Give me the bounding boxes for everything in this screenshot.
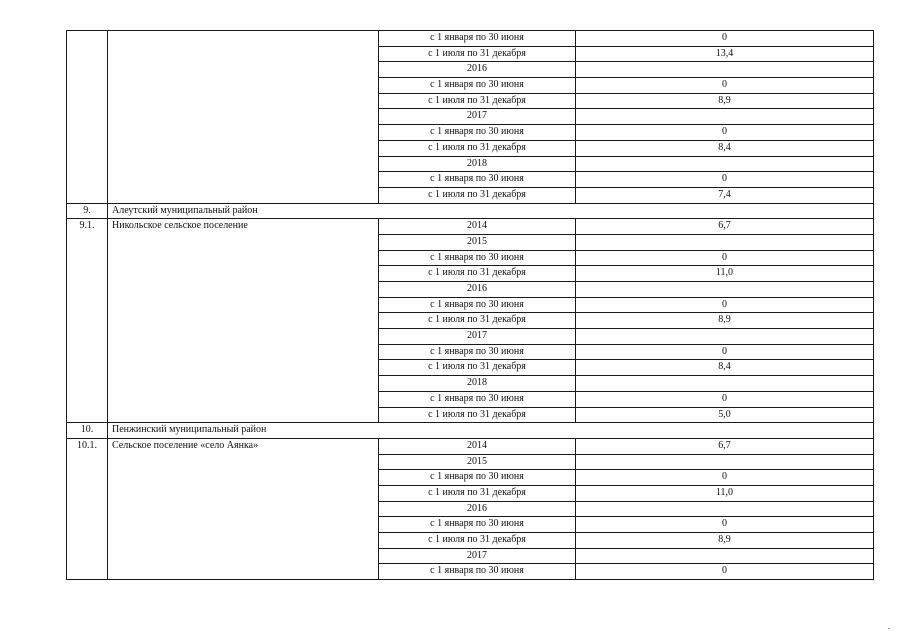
tariff-table	[66, 30, 874, 580]
settlement-number: 9.1.	[67, 219, 108, 423]
period-cell: с 1 января по 30 июня	[379, 31, 576, 47]
period-cell: с 1 января по 30 июня	[379, 344, 576, 360]
period-cell: с 1 января по 30 июня	[379, 564, 576, 580]
value-cell: 8,9	[576, 93, 874, 109]
district-row	[67, 423, 874, 439]
table-row	[67, 31, 874, 47]
value-cell: 0	[576, 297, 874, 313]
period-cell: с 1 июля по 31 декабря	[379, 140, 576, 156]
tariff-table-body	[67, 31, 874, 580]
value-cell: 8,9	[576, 313, 874, 329]
settlement-name: Никольское сельское поселение	[108, 219, 379, 423]
value-cell: 6,7	[576, 219, 874, 235]
period-cell: с 1 июля по 31 декабря	[379, 360, 576, 376]
district-name: Алеутский муниципальный район	[108, 203, 874, 219]
value-cell	[576, 109, 874, 125]
period-cell: с 1 июля по 31 декабря	[379, 407, 576, 423]
value-cell	[576, 548, 874, 564]
value-cell	[576, 282, 874, 298]
period-cell: 2015	[379, 454, 576, 470]
value-cell: 6,7	[576, 438, 874, 454]
value-cell	[576, 234, 874, 250]
value-cell: 0	[576, 250, 874, 266]
period-cell: с 1 июля по 31 декабря	[379, 485, 576, 501]
period-cell: с 1 января по 30 июня	[379, 125, 576, 141]
value-cell	[576, 376, 874, 392]
period-cell: 2017	[379, 329, 576, 345]
period-cell: с 1 января по 30 июня	[379, 250, 576, 266]
period-cell: с 1 июля по 31 декабря	[379, 187, 576, 203]
value-cell: 8,9	[576, 533, 874, 549]
value-cell: 0	[576, 78, 874, 94]
period-cell: с 1 июля по 31 декабря	[379, 266, 576, 282]
period-cell: 2017	[379, 548, 576, 564]
period-cell: с 1 января по 30 июня	[379, 391, 576, 407]
table-row	[67, 438, 874, 454]
value-cell: 0	[576, 344, 874, 360]
value-cell: 0	[576, 391, 874, 407]
district-number: 10.	[67, 423, 108, 439]
period-cell: 2014	[379, 438, 576, 454]
value-cell: 13,4	[576, 46, 874, 62]
period-cell: с 1 января по 30 июня	[379, 470, 576, 486]
value-cell	[576, 62, 874, 78]
value-cell: 8,4	[576, 140, 874, 156]
value-cell: 0	[576, 517, 874, 533]
value-cell: 0	[576, 470, 874, 486]
period-cell: с 1 января по 30 июня	[379, 78, 576, 94]
period-cell: 2015	[379, 234, 576, 250]
period-cell: с 1 июля по 31 декабря	[379, 46, 576, 62]
value-cell	[576, 329, 874, 345]
district-number: 9.	[67, 203, 108, 219]
district-name: Пенжинский муниципальный район	[108, 423, 874, 439]
value-cell: 0	[576, 564, 874, 580]
value-cell: 8,4	[576, 360, 874, 376]
value-cell: 0	[576, 31, 874, 47]
value-cell: 7,4	[576, 187, 874, 203]
period-cell: с 1 января по 30 июня	[379, 172, 576, 188]
period-cell: с 1 июля по 31 декабря	[379, 313, 576, 329]
value-cell: 0	[576, 125, 874, 141]
period-cell: 2017	[379, 109, 576, 125]
period-cell: 2016	[379, 282, 576, 298]
settlement-number: 10.1.	[67, 438, 108, 579]
table-row	[67, 219, 874, 235]
value-cell: 5,0	[576, 407, 874, 423]
value-cell: 11,0	[576, 266, 874, 282]
scan-speck	[888, 628, 890, 629]
period-cell: с 1 января по 30 июня	[379, 517, 576, 533]
period-cell: 2018	[379, 156, 576, 172]
period-cell: 2014	[379, 219, 576, 235]
value-cell	[576, 156, 874, 172]
row-number-cell	[67, 31, 108, 204]
settlement-name: Сельское поселение «село Аянка»	[108, 438, 379, 579]
value-cell	[576, 501, 874, 517]
period-cell: 2018	[379, 376, 576, 392]
value-cell: 0	[576, 172, 874, 188]
period-cell: с 1 января по 30 июня	[379, 297, 576, 313]
district-row	[67, 203, 874, 219]
period-cell: 2016	[379, 501, 576, 517]
value-cell: 11,0	[576, 485, 874, 501]
settlement-name-cell	[108, 31, 379, 204]
period-cell: с 1 июля по 31 декабря	[379, 93, 576, 109]
period-cell: с 1 июля по 31 декабря	[379, 533, 576, 549]
value-cell	[576, 454, 874, 470]
period-cell: 2016	[379, 62, 576, 78]
